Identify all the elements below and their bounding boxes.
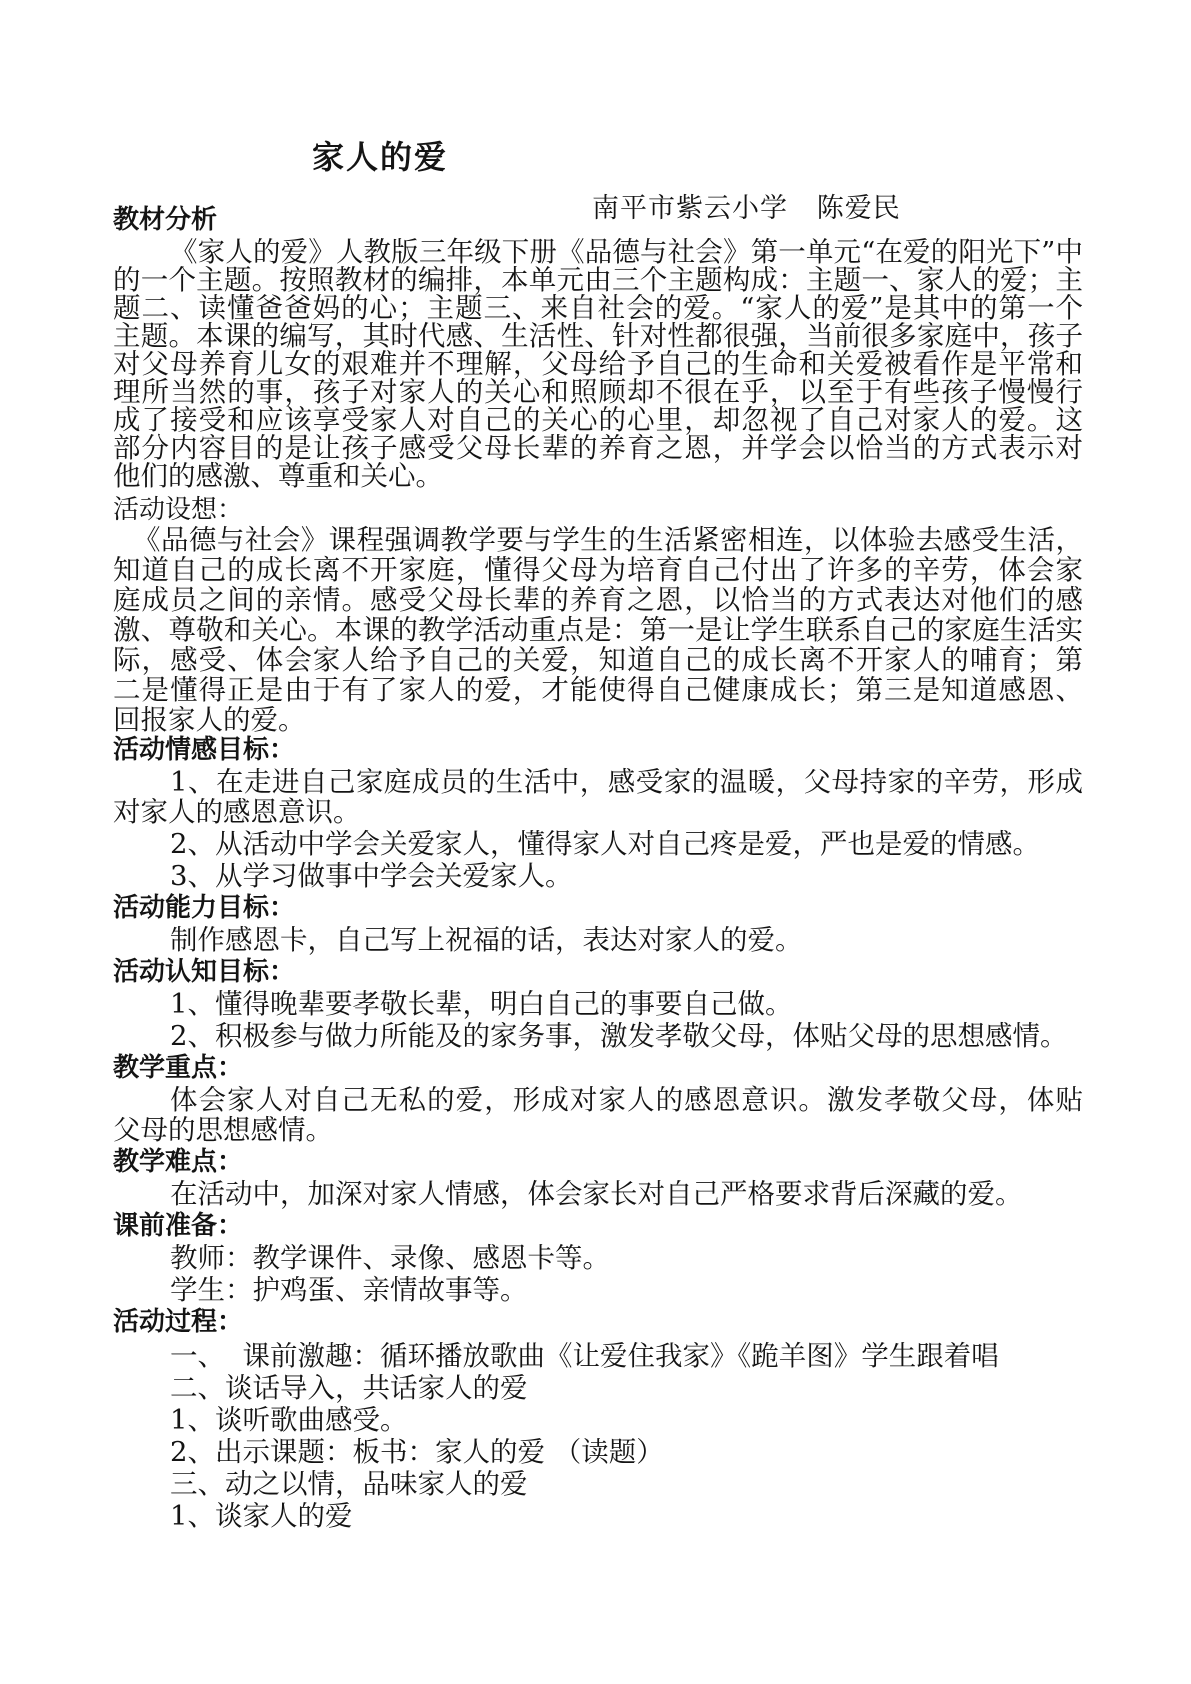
section-heading-key-point: 教学重点： (113, 1053, 244, 1083)
paragraph-line: 1、谈家人的爱 (170, 1500, 353, 1532)
author-line: 南平市紫云小学 陈爱民 (592, 193, 901, 224)
paragraph-line: 际，感受、体会家人给予自己的关爱，知道自己的成长离不开家人的哺育；第 (113, 644, 1083, 676)
paragraph-line: 对父母养育儿女的艰难并不理解，父母给予自己的生命和关爱被看作是平常和 (113, 348, 1083, 380)
paragraph-line: 1、谈听歌曲感受。 (170, 1404, 408, 1436)
section-heading-cognitive-goal: 活动认知目标： (113, 957, 296, 987)
paragraph-line: 庭成员之间的亲情。感受父母长辈的养育之恩，以恰当的方式表达对他们的感 (113, 584, 1083, 616)
paragraph-line: 1、懂得晚辈要孝敬长辈，明白自己的事要自己做。 (170, 988, 793, 1020)
paragraph-line: 教师：教学课件、录像、感恩卡等。 (170, 1242, 610, 1274)
paragraph-line: 2、从活动中学会关爱家人，懂得家人对自己疼是爱，严也是爱的情感。 (170, 828, 1040, 860)
paragraph-line: 体会家人对自己无私的爱，形成对家人的感恩意识。激发孝敬父母，体贴 (170, 1084, 1083, 1116)
paragraph-line: 理所当然的事，孩子对家人的关心和照顾却不很在乎，以至于有些孩子慢慢行 (113, 376, 1083, 408)
paragraph-line: 二是懂得正是由于有了家人的爱，才能使得自己健康成长；第三是知道感恩、 (113, 674, 1083, 706)
paragraph-line: 《品德与社会》课程强调教学要与学生的生活紧密相连，以体验去感受生活， (133, 524, 1083, 556)
paragraph-line: 知道自己的成长离不开家庭，懂得父母为培育自己付出了许多的辛劳，体会家 (113, 554, 1083, 586)
section-heading-design: 活动设想： (113, 495, 244, 525)
section-heading-preparation: 课前准备： (113, 1211, 244, 1241)
paragraph-line: 《家人的爱》人教版三年级下册《品德与社会》第一单元“在爱的阳光下”中 (170, 236, 1083, 268)
paragraph-line: 3、从学习做事中学会关爱家人。 (170, 860, 573, 892)
paragraph-line: 的一个主题。按照教材的编排，本单元由三个主题构成：主题一、家人的爱；主 (113, 264, 1083, 296)
paragraph-line: 题二、读懂爸爸妈的心；主题三、来自社会的爱。“家人的爱”是其中的第一个 (113, 292, 1083, 324)
paragraph-line: 回报家人的爱。 (113, 704, 306, 736)
paragraph-line: 2、出示课题：板书：家人的爱 （读题） (170, 1436, 664, 1468)
paragraph-line: 他们的感激、尊重和关心。 (113, 460, 443, 492)
section-heading-process: 活动过程： (113, 1307, 244, 1337)
paragraph-line: 1、在走进自己家庭成员的生活中，感受家的温暖，父母持家的辛劳，形成 (170, 766, 1083, 798)
paragraph-line: 2、积极参与做力所能及的家务事，激发孝敬父母，体贴父母的思想感情。 (170, 1020, 1068, 1052)
paragraph-line: 制作感恩卡，自己写上祝福的话，表达对家人的爱。 (170, 924, 803, 956)
paragraph-line: 二、谈话导入，共话家人的爱 (170, 1372, 528, 1404)
paragraph-line: 主题。本课的编写，其时代感、生活性、针对性都很强，当前很多家庭中，孩子 (113, 320, 1083, 352)
paragraph-line: 学生：护鸡蛋、亲情故事等。 (170, 1274, 528, 1306)
paragraph-line: 激、尊敬和关心。本课的教学活动重点是：第一是让学生联系自己的家庭生活实 (113, 614, 1083, 646)
paragraph-line: 部分内容目的是让孩子感受父母长辈的养育之恩，并学会以恰当的方式表示对 (113, 432, 1083, 464)
paragraph-line: 对家人的感恩意识。 (113, 796, 361, 828)
document-title: 家人的爱 (312, 138, 449, 176)
section-heading-emotion-goal: 活动情感目标： (113, 735, 296, 765)
paragraph-line: 成了接受和应该享受家人对自己的关心的心里，却忽视了自己对家人的爱。这 (113, 404, 1083, 436)
section-heading-ability-goal: 活动能力目标： (113, 893, 296, 923)
section-heading-difficulty: 教学难点： (113, 1147, 244, 1177)
paragraph-line: 父母的思想感情。 (113, 1114, 333, 1146)
paragraph-line: 三、动之以情，品味家人的爱 (170, 1468, 528, 1500)
section-heading-material: 教材分析 (113, 205, 218, 235)
paragraph-line: 在活动中，加深对家人情感，体会家长对自己严格要求背后深藏的爱。 (170, 1178, 1023, 1210)
paragraph-line: 一、 课前激趣：循环播放歌曲《让爱住我家》《跪羊图》学生跟着唱 (170, 1340, 999, 1372)
